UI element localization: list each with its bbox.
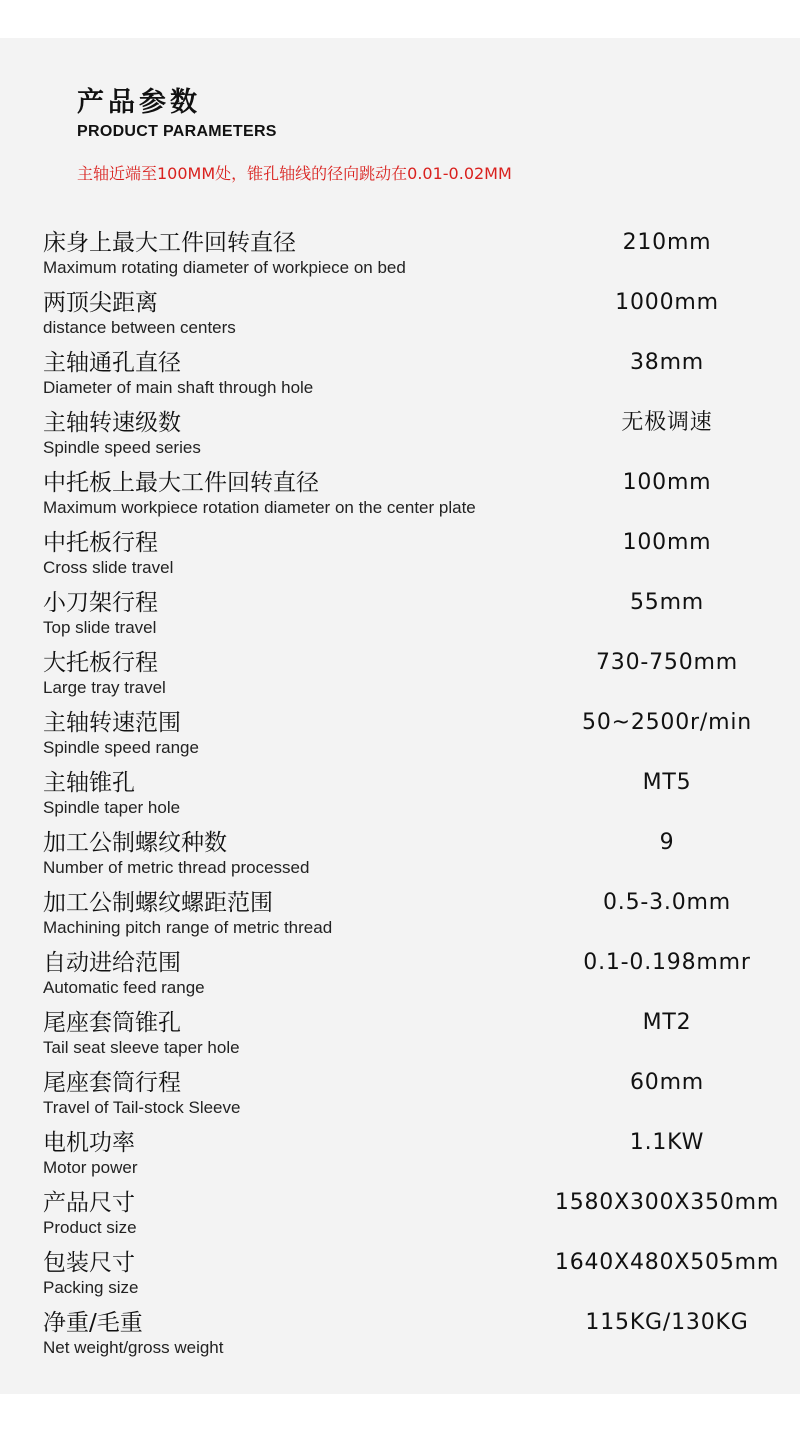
parameter-name-en: Travel of Tail-stock Sleeve	[43, 1098, 241, 1117]
parameter-value: 1000mm	[615, 290, 719, 315]
parameter-value: 730-750mm	[596, 650, 738, 675]
parameter-value: 1580X300X350mm	[554, 1190, 780, 1215]
parameter-name-en: Spindle taper hole	[43, 798, 181, 817]
parameter-name-cn: 净重/毛重	[43, 1310, 143, 1336]
parameter-value: 50~2500r/min	[582, 710, 752, 735]
parameter-row	[0, 1129, 800, 1189]
parameter-name-en: Spindle speed series	[43, 438, 201, 457]
parameter-name-cn: 主轴通孔直径	[43, 350, 181, 376]
parameter-name-cn: 中托板行程	[43, 530, 158, 556]
parameter-name-en: Motor power	[43, 1158, 138, 1177]
parameter-value: 100mm	[622, 530, 712, 555]
parameter-row	[0, 469, 800, 529]
parameter-name-cn: 尾座套筒行程	[43, 1070, 181, 1096]
parameter-name-en: Automatic feed range	[43, 978, 205, 997]
parameter-row	[0, 949, 800, 1009]
parameter-value: 1.1KW	[629, 1130, 705, 1155]
parameter-row	[0, 1189, 800, 1249]
parameter-name-en: Diameter of main shaft through hole	[43, 378, 314, 397]
parameter-name-en: Tail seat sleeve taper hole	[43, 1038, 240, 1057]
parameter-row	[0, 589, 800, 649]
parameter-list	[0, 229, 800, 1369]
parameter-row	[0, 1069, 800, 1129]
parameter-value: 1640X480X505mm	[554, 1250, 780, 1275]
parameter-name-en: Spindle speed range	[43, 738, 199, 757]
parameter-row	[0, 529, 800, 589]
parameter-name-en: Cross slide travel	[43, 558, 174, 577]
parameter-value: 无极调速	[621, 410, 713, 435]
parameter-name-en: Top slide travel	[43, 618, 157, 637]
parameter-row	[0, 229, 800, 289]
parameter-name-cn: 加工公制螺纹螺距范围	[43, 890, 273, 916]
parameter-name-cn: 自动进给范围	[43, 950, 181, 976]
parameter-value: 0.1-0.198mmr	[583, 950, 751, 975]
parameter-name-en: Maximum rotating diameter of workpiece on bed	[43, 258, 406, 277]
parameter-name-cn: 电机功率	[43, 1130, 135, 1156]
parameter-name-cn: 主轴转速范围	[43, 710, 181, 736]
parameter-name-cn: 尾座套筒锥孔	[43, 1010, 181, 1036]
parameter-value: 100mm	[622, 470, 712, 495]
parameter-name-en: Product size	[43, 1218, 137, 1237]
parameter-name-cn: 小刀架行程	[43, 590, 158, 616]
parameter-row	[0, 1309, 800, 1369]
parameter-name-cn: 大托板行程	[43, 650, 158, 676]
parameter-value: 210mm	[622, 230, 712, 255]
parameter-value: 55mm	[629, 590, 705, 615]
parameter-name-en: Machining pitch range of metric thread	[43, 918, 333, 937]
parameter-name-cn: 加工公制螺纹种数	[43, 830, 227, 856]
parameter-name-en: Large tray travel	[43, 678, 166, 697]
parameter-name-en: Maximum workpiece rotation diameter on the center plate	[43, 498, 476, 517]
parameter-value: 9	[659, 830, 675, 855]
parameter-value: 60mm	[629, 1070, 705, 1095]
parameter-name-cn: 主轴转速级数	[43, 410, 181, 436]
parameter-name-cn: 中托板上最大工件回转直径	[43, 470, 319, 496]
parameter-row	[0, 1009, 800, 1069]
parameters-panel	[0, 38, 800, 1394]
page-title: 产品参数	[77, 87, 201, 118]
parameter-row	[0, 409, 800, 469]
parameter-row	[0, 889, 800, 949]
parameter-value: 115KG/130KG	[585, 1310, 749, 1335]
parameter-row	[0, 1249, 800, 1309]
parameter-name-en: Net weight/gross weight	[43, 1338, 224, 1357]
parameter-name-cn: 包装尺寸	[43, 1250, 135, 1276]
parameter-row	[0, 289, 800, 349]
parameter-name-cn: 床身上最大工件回转直径	[43, 230, 296, 256]
parameter-name-cn: 两顶尖距离	[43, 290, 158, 316]
parameter-row	[0, 829, 800, 889]
parameter-name-en: distance between centers	[43, 318, 236, 337]
parameter-value: MT2	[642, 1010, 692, 1035]
parameter-name-en: Packing size	[43, 1278, 139, 1297]
parameter-value: 38mm	[629, 350, 705, 375]
parameter-row	[0, 649, 800, 709]
parameter-row	[0, 349, 800, 409]
parameter-value: 0.5-3.0mm	[603, 890, 731, 915]
parameter-row	[0, 709, 800, 769]
parameter-value: MT5	[642, 770, 692, 795]
parameter-name-cn: 产品尺寸	[43, 1190, 135, 1216]
parameter-name-cn: 主轴锥孔	[43, 770, 135, 796]
parameter-row	[0, 769, 800, 829]
page-subtitle: PRODUCT PARAMETERS	[77, 123, 277, 140]
spindle-runout-note: 主轴近端至100MM处，锥孔轴线的径向跳动在0.01-0.02MM	[77, 164, 512, 183]
parameter-name-en: Number of metric thread processed	[43, 858, 310, 877]
